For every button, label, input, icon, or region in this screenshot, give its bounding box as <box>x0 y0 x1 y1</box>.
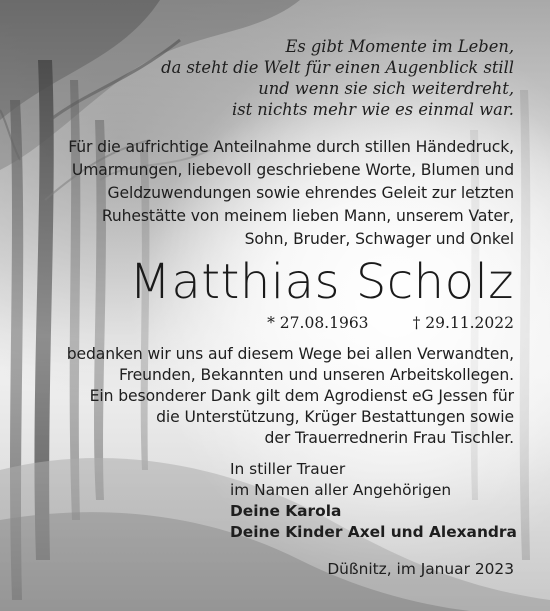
place-and-date: Düßnitz, im Januar 2023 <box>327 560 514 578</box>
thanks-line: Für die aufrichtige Anteilnahme durch stillen Händedruck, <box>68 138 514 156</box>
thanks-line: der Trauerrednerin Frau Tischler. <box>264 429 514 447</box>
thanks-line: Ein besonderer Dank gilt dem Agrodienst eG Jessen für <box>89 387 514 405</box>
mourners-on-behalf: im Namen aller Angehörigen <box>230 481 452 499</box>
poem-line: ist nichts mehr wie es einmal war. <box>232 100 514 119</box>
poem-line: da steht die Welt für einen Augenblick still <box>161 58 514 77</box>
deceased-name: Matthias Scholz <box>129 254 514 310</box>
thanks-line: Umarmungen, liebevoll geschriebene Worte, Blumen und <box>71 161 514 179</box>
birth-date: * 27.08.1963 <box>267 314 369 332</box>
thanks-line: Sohn, Bruder, Schwager und Onkel <box>244 230 514 248</box>
death-date: † 29.11.2022 <box>412 314 514 332</box>
poem-line: und wenn sie sich weiterdreht, <box>258 79 514 98</box>
mourner-children: Deine Kinder Axel und Alexandra <box>230 523 517 541</box>
life-dates <box>267 314 514 332</box>
thanks-line: Ruhestätte von meinem lieben Mann, unserem Vater, <box>101 207 514 225</box>
mourner-wife: Deine Karola <box>230 502 342 520</box>
thanks-line: die Unterstützung, Krüger Bestattungen sowie <box>156 408 514 426</box>
poem-line: Es gibt Momente im Leben, <box>285 37 514 56</box>
mourners-intro: In stiller Trauer <box>230 460 346 478</box>
thanks-line: Geldzuwendungen sowie ehrendes Geleit zur letzten <box>107 184 514 202</box>
thanks-line: bedanken wir uns auf diesem Wege bei allen Verwandten, <box>66 345 514 363</box>
thanks-line: Freunden, Bekannten und unseren Arbeitskollegen. <box>118 366 514 384</box>
